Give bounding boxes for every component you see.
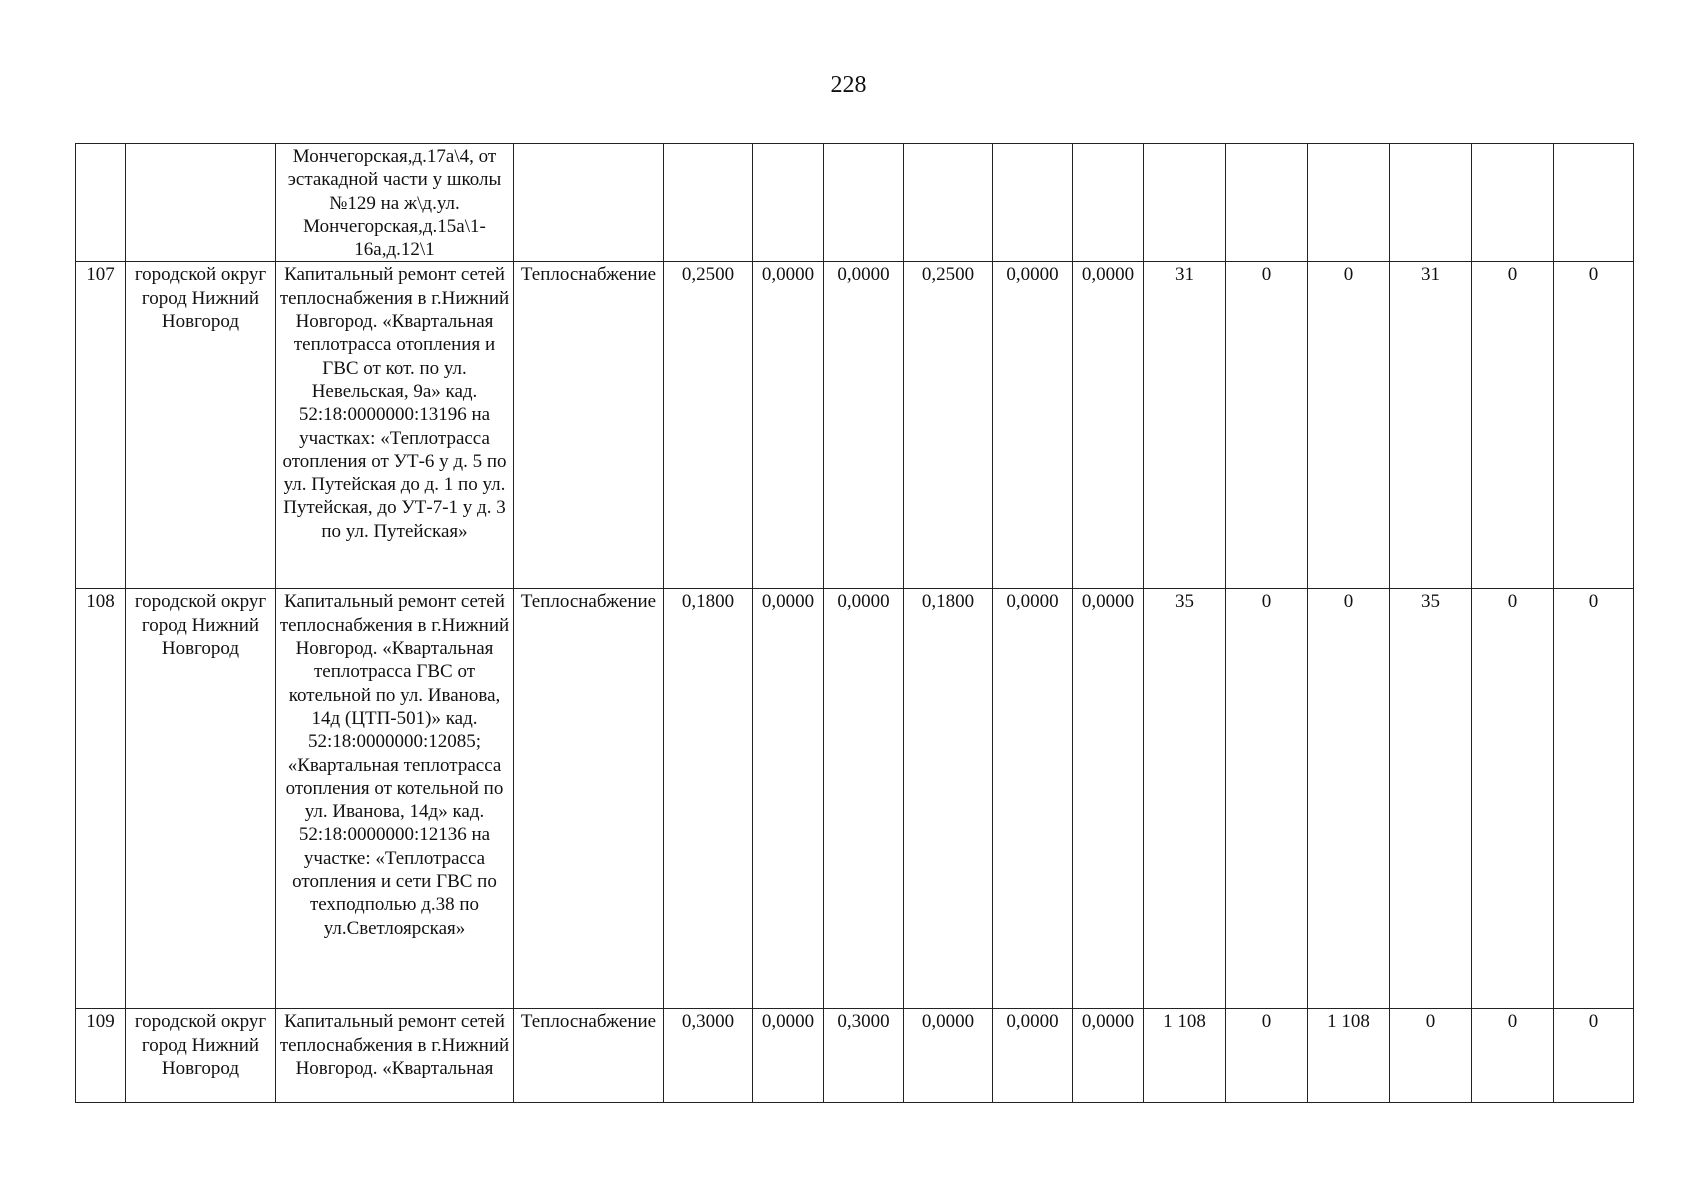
municipality-cell: городской округ город Нижний Новгород — [126, 262, 276, 589]
description-cell: Капитальный ремонт сетей теплоснабжения в г.Нижний Новгород. «Квартальная — [276, 1009, 514, 1103]
table-row — [76, 144, 1634, 262]
municipality-cell — [126, 144, 276, 262]
value-cell: 0 — [1308, 589, 1390, 1009]
value-cell — [824, 144, 904, 262]
value-cell: 0 — [1308, 262, 1390, 589]
value-cell — [1226, 144, 1308, 262]
value-cell: 0,0000 — [1073, 262, 1144, 589]
value-cell: 0 — [1472, 589, 1554, 1009]
table-row — [76, 1009, 1634, 1103]
value-cell: 0,0000 — [1073, 589, 1144, 1009]
category-cell — [514, 144, 664, 262]
description-cell: Мончегорская,д.17а\4, от эстакадной части у школы №129 на ж\д.ул. Мончегорская,д.15а\1-16а,д.12\1 — [276, 144, 514, 262]
value-cell — [904, 144, 993, 262]
value-cell: 0,2500 — [664, 262, 753, 589]
table-row — [76, 262, 1634, 589]
category-cell: Теплоснабжение — [514, 1009, 664, 1103]
value-cell: 0,0000 — [1073, 1009, 1144, 1103]
value-cell: 0,3000 — [664, 1009, 753, 1103]
value-cell — [993, 144, 1073, 262]
value-cell: 0,1800 — [664, 589, 753, 1009]
value-cell — [753, 144, 824, 262]
value-cell: 31 — [1390, 262, 1472, 589]
municipality-cell: городской округ город Нижний Новгород — [126, 589, 276, 1009]
row-number-cell: 107 — [76, 262, 126, 589]
row-number-cell — [76, 144, 126, 262]
value-cell — [1144, 144, 1226, 262]
value-cell: 0,0000 — [993, 589, 1073, 1009]
row-number-cell: 109 — [76, 1009, 126, 1103]
value-cell — [1554, 144, 1634, 262]
value-cell: 0 — [1226, 262, 1308, 589]
value-cell: 0,3000 — [824, 1009, 904, 1103]
municipality-cell: городской округ город Нижний Новгород — [126, 1009, 276, 1103]
value-cell: 0,0000 — [904, 1009, 993, 1103]
value-cell: 0,0000 — [993, 262, 1073, 589]
value-cell: 0 — [1226, 1009, 1308, 1103]
value-cell: 0,0000 — [993, 1009, 1073, 1103]
value-cell: 0,0000 — [824, 262, 904, 589]
value-cell: 0 — [1472, 1009, 1554, 1103]
row-number-cell: 108 — [76, 589, 126, 1009]
value-cell: 0 — [1226, 589, 1308, 1009]
value-cell: 0,2500 — [904, 262, 993, 589]
data-table — [75, 143, 1634, 1103]
value-cell: 0,0000 — [753, 262, 824, 589]
value-cell: 0 — [1390, 1009, 1472, 1103]
value-cell: 0 — [1554, 1009, 1634, 1103]
value-cell: 1 108 — [1144, 1009, 1226, 1103]
description-cell: Капитальный ремонт сетей теплоснабжения в г.Нижний Новгород. «Квартальная теплотрасса отопления и ГВС от кот. по ул. Невельская, 9а» кад. 52:18:0000000:13196 на участках: «Теплотрасса отопления от УТ-6 у д. 5 по ул. Путейская до д. 1 по ул. Путейская, до УТ-7-1 у д. 3 по ул. Путейская» — [276, 262, 514, 589]
page-number: 228 — [830, 72, 867, 98]
value-cell: 35 — [1144, 589, 1226, 1009]
table-row — [76, 589, 1634, 1009]
value-cell: 0,0000 — [753, 1009, 824, 1103]
value-cell — [1308, 144, 1390, 262]
category-cell: Теплоснабжение — [514, 589, 664, 1009]
value-cell — [664, 144, 753, 262]
value-cell — [1390, 144, 1472, 262]
value-cell — [1472, 144, 1554, 262]
value-cell: 35 — [1390, 589, 1472, 1009]
value-cell: 0 — [1554, 262, 1634, 589]
value-cell: 0 — [1472, 262, 1554, 589]
description-cell: Капитальный ремонт сетей теплоснабжения в г.Нижний Новгород. «Квартальная теплотрасса ГВС от котельной по ул. Иванова, 14д (ЦТП-501)» кад. 52:18:0000000:12085; «Квартальная теплотрасса отопления от котельной по ул. Иванова, 14д» кад. 52:18:0000000:12136 на участке: «Теплотрасса отопления и сети ГВС по техподполью д.38 по ул.Светлоярская» — [276, 589, 514, 1009]
value-cell: 0,1800 — [904, 589, 993, 1009]
category-cell: Теплоснабжение — [514, 262, 664, 589]
value-cell: 0,0000 — [824, 589, 904, 1009]
value-cell: 1 108 — [1308, 1009, 1390, 1103]
value-cell: 0,0000 — [753, 589, 824, 1009]
value-cell: 31 — [1144, 262, 1226, 589]
value-cell — [1073, 144, 1144, 262]
value-cell: 0 — [1554, 589, 1634, 1009]
